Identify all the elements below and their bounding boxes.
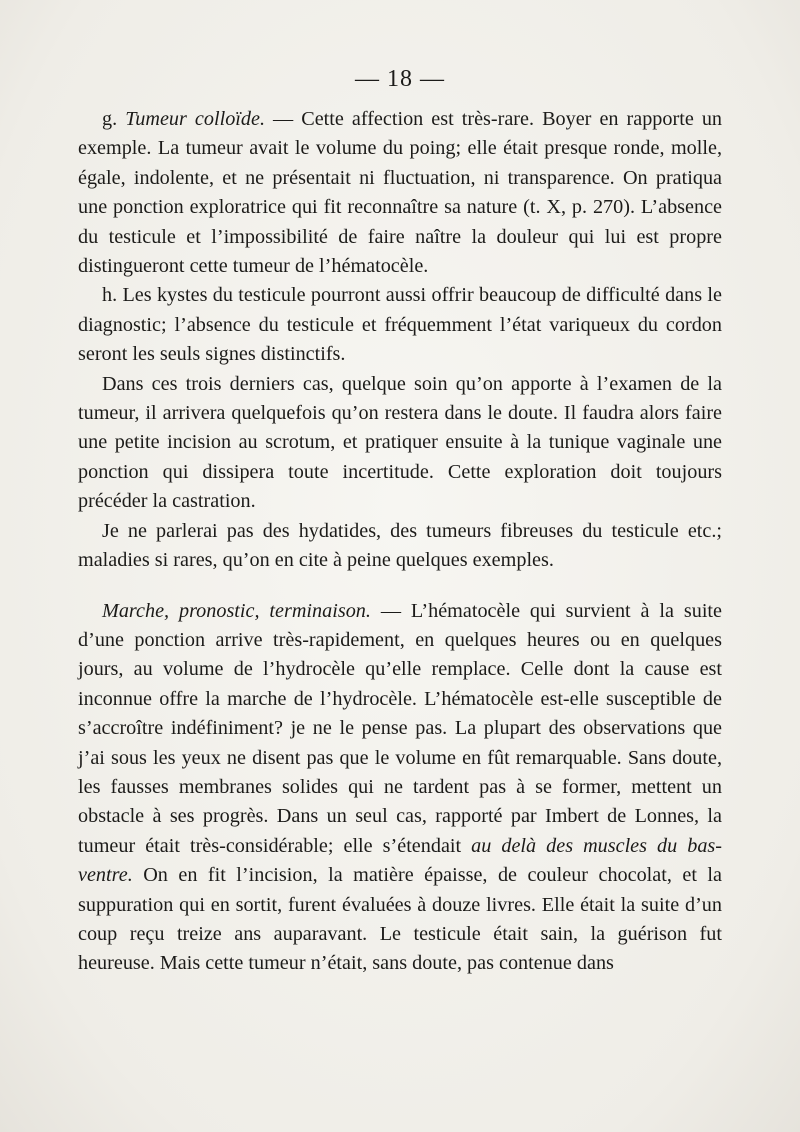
paragraph-hydatides (78, 517, 722, 576)
paragraph-text: Les kystes du testicule pourront aussi offrir beaucoup de difficulté dans le diagnostic; l’absence du testicule et fréquemment l’état variqueux du cordon seront les seuls signes distinctifs. (78, 284, 722, 366)
paragraph-label: h. (102, 284, 118, 307)
section-title: Marche, pronostic, terminaison. (102, 599, 371, 622)
section-title: Tumeur colloïde. (125, 108, 265, 130)
page-number: — 18 — (355, 66, 445, 92)
paragraph-text: — L’hématocèle qui survient à la suite d’une ponction arrive très-rapidement, en quelques heures ou en quelques jours, au volume de l’hydrocèle qu’elle remplace. Celle dont la cause est inconnue offre la marche de l’hydrocèle. L’hématocèle est-elle susceptible de s’accroître indéfiniment? je ne le pense pas. La plupart des observations que j’ai sous les yeux ne disent pas que le volume en fût remarquable. Sans doute, les fausses membranes solides qui ne tardent pas à se former, mettent un obstacle à ses progrès. Dans un seul cas, rapporté par Imbert de Lonnes, la tumeur était très-considérable; elle s’étendait (78, 599, 722, 857)
paragraph-label: g. (102, 108, 118, 130)
paragraph-text: Dans ces trois derniers cas, quelque soin qu’on apporte à l’examen de la tumeur, il arrivera quelquefois qu’on restera dans le doute. Il faudra alors faire une petite incision au scrotum, et pratiquer ensuite à la tunique vaginale une ponction qui dissipera toute incertitude. Cette exploration doit toujours précéder la castration. (78, 372, 722, 513)
italic-quote: au delà des muscles du bas-ventre. (78, 834, 722, 887)
paragraph-text: Je ne parlerai pas des hydatides, des tumeurs fibreuses du testicule etc.; maladies si rares, qu’on en cite à peine quelques exemples. (78, 519, 722, 572)
paragraph-kystes (78, 281, 722, 369)
paragraph-trois-derniers-cas (78, 370, 722, 517)
paragraph-tumeur-colloide (78, 105, 722, 281)
paragraph-marche-pronostic (78, 597, 722, 979)
paragraph-text: On en fit l’incision, la matière épaisse, de couleur chocolat, et la suppuration qui en sortit, furent évaluées à douze livres. Elle était la suite d’un coup reçu treize ans auparavant. Le testicule était sain, la guérison fut heureuse. Mais cette tumeur n’était, sans doute, pas contenue dans (78, 864, 722, 975)
paragraph-text: — Cette affection est très-rare. Boyer en rapporte un exemple. La tumeur avait le volume du poing; elle était presque ronde, molle, égale, indolente, et ne présentait ni fluctuation, ni transparence. On pratiqua une ponction exploratrice qui fit reconnaître sa nature (t. X, p. 270). L’absence du testicule et l’impossibilité de faire naître la douleur qui lui est propre distingueront cette tumeur de l’hématocèle. (78, 108, 723, 278)
